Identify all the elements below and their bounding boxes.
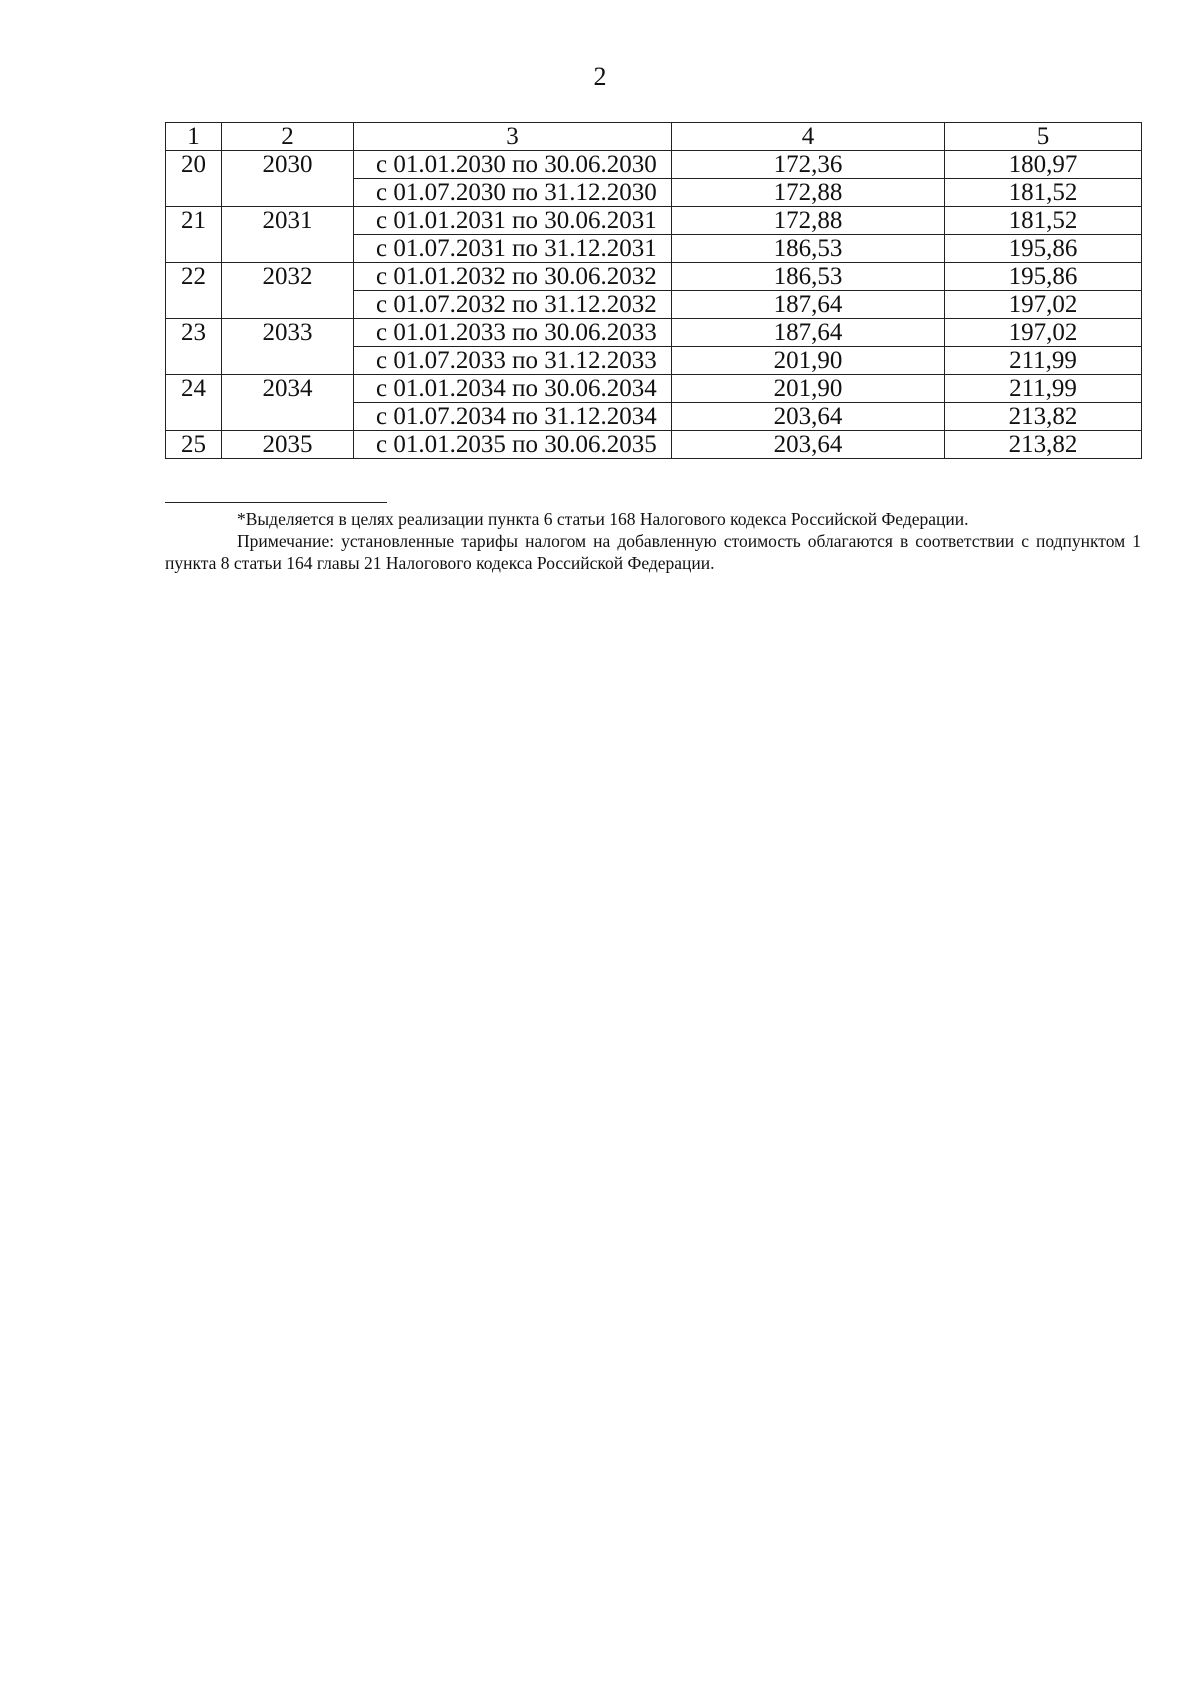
tariff-vat-cell: 195,86 (945, 235, 1142, 263)
header-cell: 2 (222, 123, 354, 151)
row-number-cell: 21 (166, 207, 222, 263)
header-cell: 1 (166, 123, 222, 151)
period-cell: с 01.07.2032 по 31.12.2032 (354, 291, 672, 319)
tariff-vat-cell: 211,99 (945, 347, 1142, 375)
footnote-text: *Выделяется в целях реализации пункта 6 статьи 168 Налогового кодекса Российской Федерации. (237, 509, 969, 529)
period-cell: с 01.01.2033 по 30.06.2033 (354, 319, 672, 347)
tariff-vat-cell: 211,99 (945, 375, 1142, 403)
tariff-vat-cell: 213,82 (945, 431, 1142, 459)
tariff-table (165, 122, 1142, 459)
row-number-cell: 23 (166, 319, 222, 375)
year-cell: 2033 (222, 319, 354, 375)
period-cell: с 01.07.2030 по 31.12.2030 (354, 179, 672, 207)
tariff-vat-cell: 213,82 (945, 403, 1142, 431)
table-row (166, 151, 1142, 179)
note-text: Примечание: установленные тарифы налогом на добавленную стоимость облагаются в соответствии с подпунктом 1 пункта 8 статьи 164 главы 21 Налогового кодекса Российской Федерации. (165, 531, 1141, 573)
year-cell: 2031 (222, 207, 354, 263)
tariff-cell: 186,53 (672, 263, 945, 291)
tariff-cell: 172,36 (672, 151, 945, 179)
row-number-cell: 25 (166, 431, 222, 459)
period-cell: с 01.07.2033 по 31.12.2033 (354, 347, 672, 375)
table-header-row (166, 123, 1142, 151)
period-cell: с 01.01.2030 по 30.06.2030 (354, 151, 672, 179)
year-cell: 2035 (222, 431, 354, 459)
page-number: 2 (593, 62, 607, 91)
tariff-vat-cell: 181,52 (945, 179, 1142, 207)
table-row (166, 207, 1142, 235)
tariff-cell: 187,64 (672, 319, 945, 347)
period-cell: с 01.01.2031 по 30.06.2031 (354, 207, 672, 235)
period-cell: с 01.01.2035 по 30.06.2035 (354, 431, 672, 459)
period-cell: с 01.07.2031 по 31.12.2031 (354, 235, 672, 263)
notes-section (165, 508, 1141, 574)
year-cell: 2032 (222, 263, 354, 319)
tariff-vat-cell: 181,52 (945, 207, 1142, 235)
tariff-vat-cell: 195,86 (945, 263, 1142, 291)
tariff-vat-cell: 180,97 (945, 151, 1142, 179)
header-cell: 3 (354, 123, 672, 151)
year-cell: 2034 (222, 375, 354, 431)
tariff-cell: 187,64 (672, 291, 945, 319)
tariff-cell: 172,88 (672, 179, 945, 207)
header-cell: 5 (945, 123, 1142, 151)
table-row (166, 375, 1142, 403)
period-cell: с 01.01.2032 по 30.06.2032 (354, 263, 672, 291)
tariff-cell: 203,64 (672, 431, 945, 459)
period-cell: с 01.01.2034 по 30.06.2034 (354, 375, 672, 403)
tariff-cell: 203,64 (672, 403, 945, 431)
table-row (166, 263, 1142, 291)
tariff-cell: 172,88 (672, 207, 945, 235)
tariff-cell: 201,90 (672, 375, 945, 403)
year-cell: 2030 (222, 151, 354, 207)
row-number-cell: 20 (166, 151, 222, 207)
header-cell: 4 (672, 123, 945, 151)
tariff-cell: 186,53 (672, 235, 945, 263)
row-number-cell: 22 (166, 263, 222, 319)
tariff-cell: 201,90 (672, 347, 945, 375)
row-number-cell: 24 (166, 375, 222, 431)
tariff-vat-cell: 197,02 (945, 291, 1142, 319)
period-cell: с 01.07.2034 по 31.12.2034 (354, 403, 672, 431)
table-row (166, 319, 1142, 347)
footnote-divider (165, 502, 387, 503)
tariff-vat-cell: 197,02 (945, 319, 1142, 347)
table-row (166, 431, 1142, 459)
